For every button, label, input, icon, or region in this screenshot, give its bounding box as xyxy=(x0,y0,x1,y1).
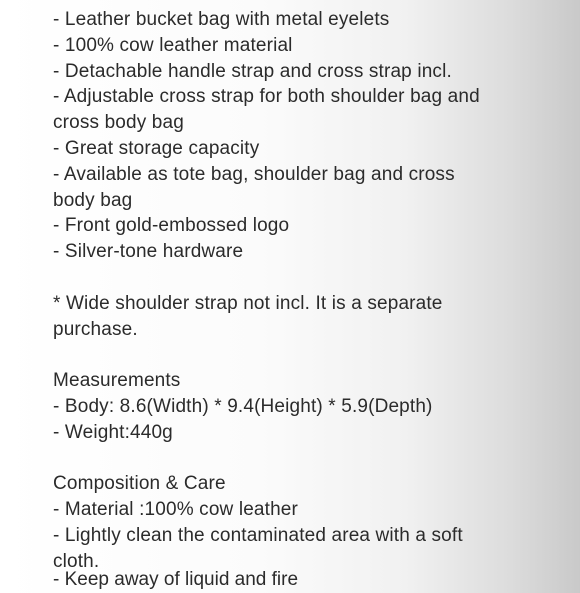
feature-line: - 100% cow leather material xyxy=(53,34,293,56)
measurement-line: - Weight:440g xyxy=(53,421,173,443)
composition-line: cloth. xyxy=(53,550,100,572)
feature-line: cross body bag xyxy=(53,112,184,134)
feature-line: body bag xyxy=(53,189,133,211)
feature-line: - Great storage capacity xyxy=(53,137,260,159)
measurements-section xyxy=(53,368,543,445)
spacer xyxy=(53,446,543,472)
feature-line: - Adjustable cross strap for both shoulder bag and xyxy=(53,86,480,108)
measurements-heading: Measurements xyxy=(53,370,181,392)
measurement-line: - Body: 8.6(Width) * 9.4(Height) * 5.9(Depth) xyxy=(53,395,433,417)
composition-section xyxy=(53,471,543,574)
spacer xyxy=(53,265,543,291)
composition-line: - Material :100% cow leather xyxy=(53,499,298,521)
feature-line: - Front gold-embossed logo xyxy=(53,215,290,237)
cut-off-care-line: - Keep away of liquid and fire xyxy=(53,569,299,590)
spacer xyxy=(53,342,543,368)
composition-heading: Composition & Care xyxy=(53,473,226,495)
note-line: * Wide shoulder strap not incl. It is a separate xyxy=(53,292,443,314)
features-list xyxy=(53,7,543,265)
note-line: purchase. xyxy=(53,318,138,340)
product-description xyxy=(53,7,543,575)
composition-line: - Lightly clean the contaminated area with a soft xyxy=(53,524,463,546)
feature-line: - Silver-tone hardware xyxy=(53,241,244,263)
feature-line: - Available as tote bag, shoulder bag and cross xyxy=(53,163,455,185)
feature-line: - Detachable handle strap and cross strap incl. xyxy=(53,60,452,82)
strap-note xyxy=(53,291,543,343)
feature-line: - Leather bucket bag with metal eyelets xyxy=(53,9,390,30)
